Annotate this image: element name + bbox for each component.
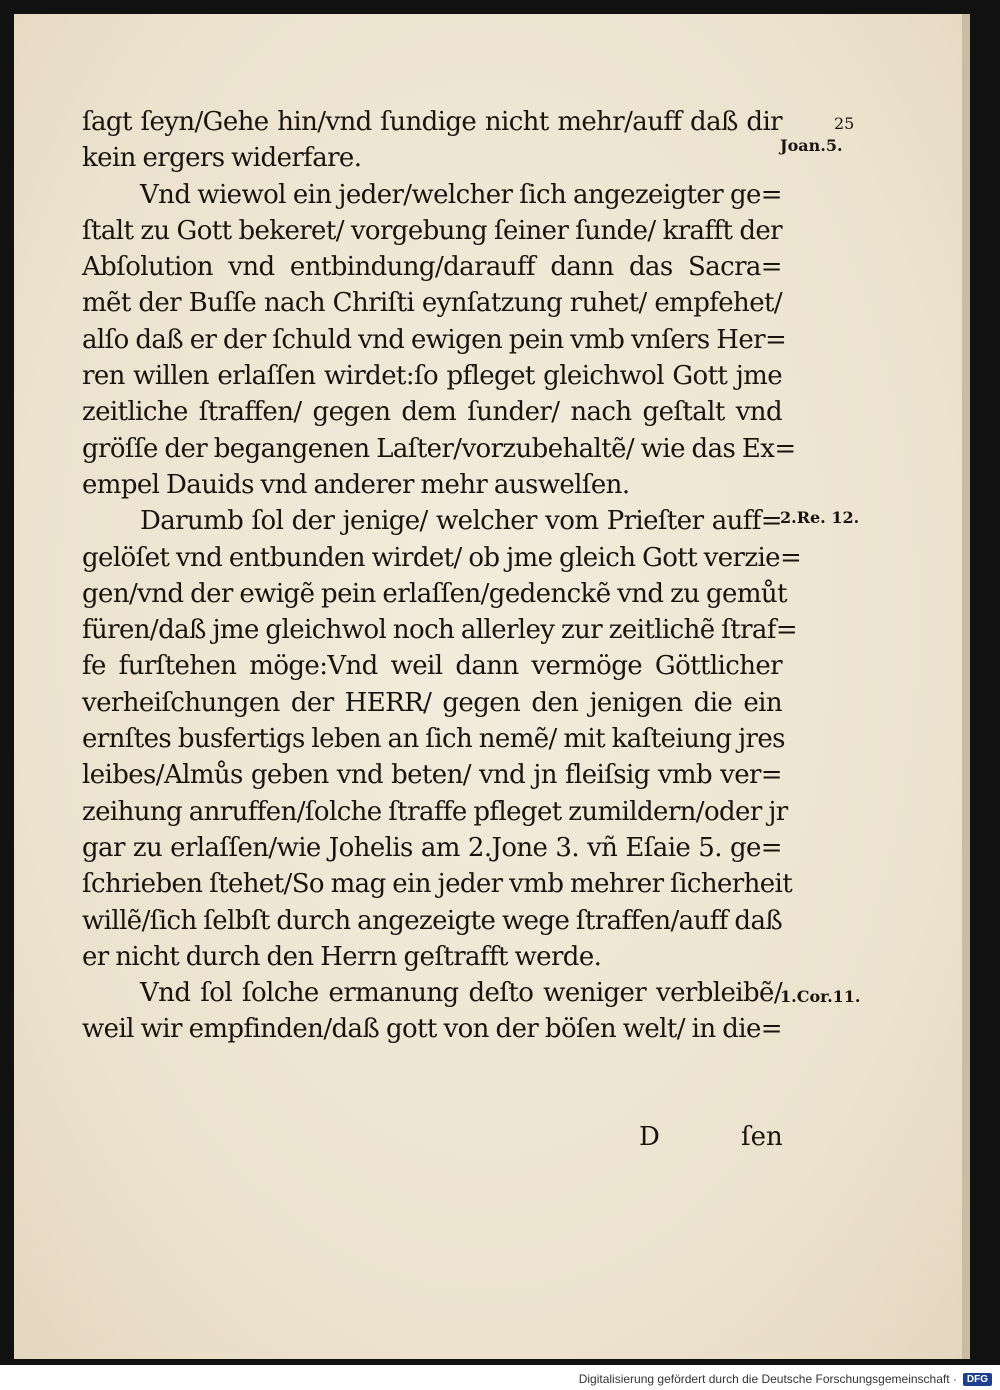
text-line: weil wir empfinden/daß gott von der böſen welt/ in die= [82, 1014, 782, 1045]
body-text [82, 104, 802, 1048]
text-line: verheiſchungen der HERR/ gegen den jenigen die ein [82, 687, 782, 718]
text-line: ernſtes busfertigs leben an ſich nemẽ/ mit kaſteiung jres [82, 724, 785, 755]
text-line: zeitliche ſtraffen/ gegen dem ſunder/ nach geſtalt vnd [82, 397, 782, 428]
text-line: Vnd ſol ſolche ermanung deſto weniger verbleibẽ/ [140, 978, 782, 1009]
text-line: zeihung anruffen/ſolche ſtraffe pfleget zumildern/oder jr [82, 796, 788, 827]
text-line: alſo daß er der ſchuld vnd ewigen pein vmb vnſers Her= [82, 324, 787, 355]
marginal-note-cor: 1.Cor.11. [780, 987, 861, 1006]
marginal-note-joan: Joan.5. [780, 136, 843, 155]
text-line: Vnd wiewol ein jeder/welcher ſich angezeigter ge= [140, 179, 782, 210]
text-line: leibes/Almůs geben vnd beten/ vnd jn fleiſsig vmb ver= [82, 760, 782, 791]
text-line: Darumb ſol der jenige/ welcher vom Prieſter auff= [140, 506, 782, 537]
text-line: ren willen erlaſſen wirdet:ſo pfleget gleichwol Gott jme [82, 361, 782, 392]
text-line: füren/daß jme gleichwol noch allerley zur zeitlichẽ ſtraf= [82, 615, 798, 646]
text-line: willẽ/ſich ſelbſt durch angezeigte wege ſtraffen/auff daß [82, 905, 783, 936]
text-line: ſchrieben ſtehet/So mag ein jeder vmb mehrer ſicherheit [82, 869, 793, 900]
text-line: empel Dauids vnd anderer mehr auswelſen. [82, 469, 630, 500]
signature-mark: D [639, 1122, 660, 1152]
text-line: fe furſtehen möge:Vnd weil dann vermöge Göttlicher [82, 651, 782, 682]
text-line: ſagt ſeyn/Gehe hin/vnd ſundige nicht mehr/auff daß dir [82, 107, 782, 137]
text-line: gar zu erlaſſen/wie Johelis am 2.Jone 3. vñ Eſaie 5. ge= [82, 832, 782, 863]
text-line: mẽt der Buſſe nach Chriſti eynſatzung ruhet/ empfehet/ [82, 288, 782, 319]
funding-text: Digitalisierung gefördert durch die Deutsche Forschungsgemeinschaft · [578, 1372, 957, 1386]
folio-number: 25 [834, 114, 855, 133]
text-line: Abſolution vnd entbindung/darauff dann das Sacra= [82, 252, 782, 283]
dfg-logo-icon: DFG [963, 1373, 992, 1386]
funding-footer [579, 1372, 992, 1386]
text-line: gröſſe der begangenen Laſter/vorzubehaltẽ/ wie das Ex= [82, 433, 796, 464]
marginal-note-reg: 2.Re. 12. [780, 508, 860, 527]
text-line: ſtalt zu Gott bekeret/ vorgebung ſeiner ſunde/ krafft der [82, 215, 782, 246]
catchword: ſen [741, 1122, 783, 1152]
text-line: er nicht durch den Herrn geſtrafft werde. [82, 941, 602, 972]
text-line: gelöſet vnd entbunden wirdet/ ob jme gleich Gott verzie= [82, 542, 802, 573]
text-line: kein ergers widerfare. [82, 143, 362, 174]
book-page [14, 14, 970, 1359]
text-line: gen/vnd der ewigẽ pein erlaſſen/gedenckẽ vnd zu gemůt [82, 578, 787, 609]
